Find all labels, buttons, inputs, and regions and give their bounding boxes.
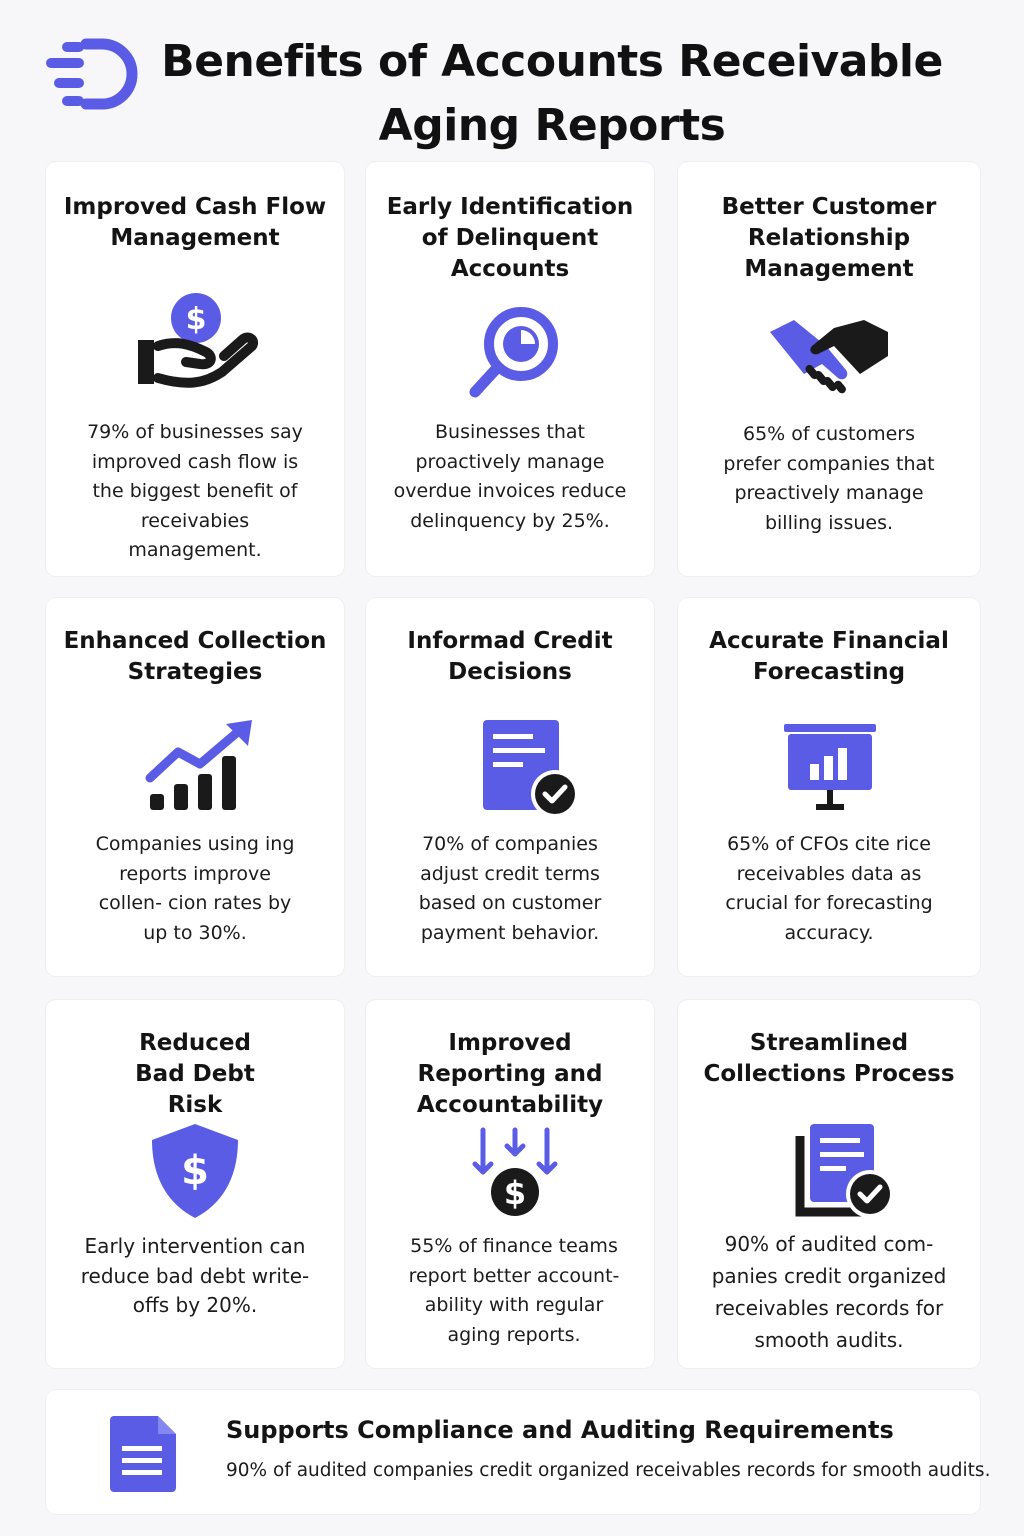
benefit-card-cash-flow [46, 162, 344, 576]
card-title: Improved Reporting and Accountability [416, 1030, 604, 1118]
card-text: 65% of CFOs cite rice receivables data as crucial for forecasting accuracy. [725, 833, 933, 944]
card-title: Informad Credit Decisions [407, 628, 613, 685]
card-text: Businesses that proactively manage overdue invoices reduce delinquency by 25%. [393, 421, 627, 532]
page-header [0, 0, 1024, 160]
benefit-card-forecasting [678, 598, 980, 976]
benefit-card-collection-strategies [46, 598, 344, 976]
presentation-chart-icon [764, 716, 894, 826]
card-text: Early intervention can reduce bad debt write-offs by 20%. [80, 1234, 310, 1317]
card-text: 90% of audited com- panies credit organized receivables records for smooth audits. [711, 1232, 947, 1352]
benefit-card-customer-relationship [678, 162, 980, 576]
growth-chart-icon [130, 716, 260, 826]
handshake-icon [764, 302, 894, 412]
card-title: Early Identification of Delinquent Accounts [386, 194, 634, 282]
benefit-card-delinquent [366, 162, 654, 576]
card-title: Better Customer Relationship Management [721, 194, 937, 282]
card-text: 55% of finance teams report better account- ability with regular aging reports. [408, 1235, 620, 1346]
magnifier-pie-icon [445, 302, 575, 412]
card-title: Improved Cash Flow Management [63, 194, 327, 251]
card-title: Streamlined Collections Process [703, 1030, 955, 1087]
compliance-banner [46, 1390, 991, 1514]
hand-dollar-icon [130, 282, 260, 392]
shield-dollar-icon [130, 1118, 260, 1228]
footer-text: 90% of audited companies credit organized receivables records for smooth audits. [226, 1460, 991, 1481]
page-title: Benefits of Accounts Receivable Aging Reports [161, 36, 943, 151]
card-title: Enhanced Collection Strategies [63, 628, 327, 685]
card-title: Accurate Financial Forecasting [709, 628, 949, 685]
svg-text:$: $ [503, 1174, 527, 1212]
benefit-card-collections-process [678, 1000, 980, 1368]
card-text: 70% of companies adjust credit terms based on customer payment behavior. [418, 833, 602, 944]
svg-text:$: $ [181, 1148, 209, 1194]
document-icon [106, 1414, 180, 1494]
benefit-card-bad-debt [46, 1000, 344, 1368]
footer-title: Supports Compliance and Auditing Requirements [226, 1416, 894, 1444]
documents-check-icon [764, 1118, 894, 1228]
benefit-card-credit-decisions [366, 598, 654, 976]
card-text: 65% of customers prefer companies that preactively manage billing issues. [723, 423, 935, 534]
card-text: Companies using ing reports improve collen- cion rates by up to 30%. [95, 833, 295, 944]
document-check-icon [445, 716, 575, 826]
benefit-card-reporting [366, 1000, 654, 1368]
card-title: Reduced Bad Debt Risk [135, 1030, 255, 1118]
arrows-dollar-icon [445, 1124, 575, 1234]
svg-text:$: $ [185, 302, 207, 337]
card-text: 79% of businesses say improved cash flow is the biggest benefit of receivabies management. [87, 421, 303, 561]
